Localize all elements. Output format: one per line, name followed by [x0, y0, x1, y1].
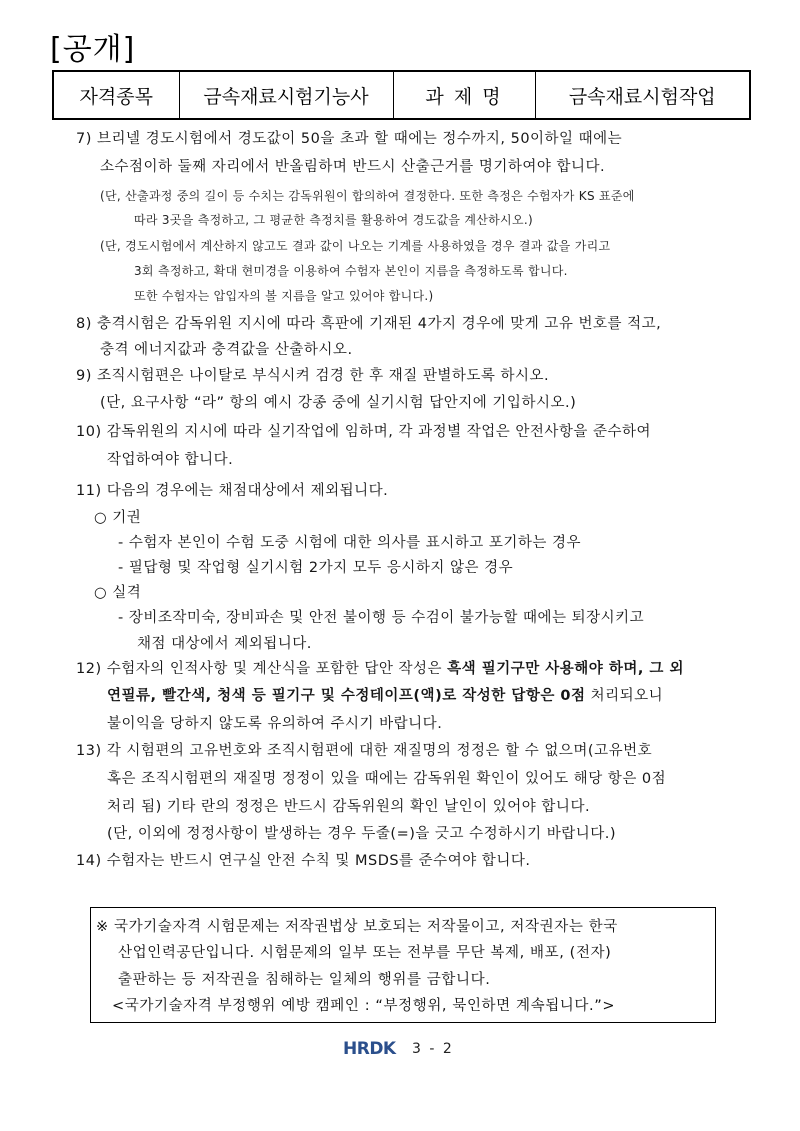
public-label: [공개]	[50, 32, 136, 67]
field-value: 금속재료시험기능사	[179, 71, 393, 119]
item12-line2-bold: 연필류, 빨간색, 청색 등 필기구 및 수정테이프(액)로 작성한 답항은 0점	[107, 688, 586, 704]
task-value: 금속재료시험작업	[535, 71, 750, 119]
item11-disqualify-a: - 장비조작미숙, 장비파손 및 안전 불이행 등 수검이 불가능할 때에는 퇴장시키고	[118, 610, 645, 626]
item12-line3: 불이익을 당하지 않도록 유의하여 주시기 바랍니다.	[107, 716, 443, 732]
item12-line1	[76, 659, 684, 679]
notice-line3: 출판하는 등 저작권을 침해하는 일체의 행위를 금합니다.	[118, 972, 491, 988]
item10-line1: 10) 감독위원의 지시에 따라 실기작업에 임하며, 각 과정별 작업은 안전사항을 준수하여	[76, 424, 652, 440]
item14-line1: 14) 수험자는 반드시 연구실 안전 수칙 및 MSDS를 준수여야 합니다.	[76, 853, 531, 869]
item8-line2: 충격 에너지값과 충격값을 산출하시오.	[100, 342, 353, 358]
notice-line1: ※ 국가기술자격 시험문제는 저작권법상 보호되는 저작물이고, 저작권자는 한국	[96, 919, 618, 935]
item12-line2-plain: 처리되오니	[585, 688, 664, 704]
page-number: 3 - 2	[412, 1041, 454, 1057]
item8-line1: 8) 충격시험은 감독위원 지시에 따라 흑판에 기재된 4가지 경우에 맞게 고유 번호를 적고,	[76, 316, 662, 332]
item9-line2: (단, 요구사항 “라” 항의 예시 강종 중에 실기시험 답안지에 기입하시오.)	[100, 395, 577, 411]
item13-line2: 혹은 조직시험편의 재질명 정정이 있을 때에는 감독위원 확인이 있어도 해당 항은 0점	[107, 771, 667, 787]
item12-line2	[107, 686, 663, 706]
item11-group-disqualify: ○ 실격	[94, 585, 142, 601]
item7-line1: 7) 브리넬 경도시험에서 경도값이 50을 초과 할 때에는 정수까지, 50이하일 때에는	[76, 131, 623, 147]
task-label: 과 제 명	[393, 71, 535, 119]
item9-line1: 9) 조직시험편은 나이탈로 부식시켜 검경 한 후 재질 판별하도록 하시오.	[76, 368, 550, 384]
notice-line2: 산업인력공단입니다. 시험문제의 일부 또는 전부를 무단 복제, 배포, (전자)	[118, 945, 612, 961]
item11-disqualify-b: 채점 대상에서 제외됩니다.	[137, 636, 312, 652]
item7-note5: 또한 수험자는 압입자의 볼 지름을 알고 있어야 합니다.)	[134, 289, 434, 303]
item13-line4: (단, 이외에 정정사항이 발생하는 경우 두줄(=)을 긋고 수정하시기 바랍니다.)	[107, 826, 617, 842]
item10-line2: 작업하여야 합니다.	[107, 452, 234, 468]
item11-group-withdraw: ○ 기권	[94, 510, 142, 526]
item7-note2: 따라 3곳을 측정하고, 그 평균한 측정치를 활용하여 경도값을 계산하시오.)	[134, 213, 533, 227]
notice-line4: <국가기술자격 부정행위 예방 캠페인 : “부정행위, 묵인하면 계속됩니다.”>	[112, 998, 616, 1014]
item13-line3: 처리 됨) 기타 란의 정정은 반드시 감독위원의 확인 날인이 있어야 합니다.	[107, 799, 591, 815]
hrdk-logo: HRDK	[343, 1039, 396, 1059]
item11-withdraw-b: - 필답형 및 작업형 실기시험 2가지 모두 응시하지 않은 경우	[118, 560, 514, 576]
item7-note4: 3회 측정하고, 확대 현미경을 이용하여 수험자 본인이 지름을 측정하도록 합니다.	[134, 264, 568, 278]
item7-note1: (단, 산출과정 중의 길이 등 수치는 감독위원이 합의하여 결정한다. 또한 측정은 수험자가 KS 표준에	[100, 189, 635, 203]
item7-note3: (단, 경도시험에서 계산하지 않고도 결과 값이 나오는 기계를 사용하였을 경우 결과 값을 가리고	[100, 239, 611, 253]
item11-withdraw-a: - 수험자 본인이 수험 도중 시험에 대한 의사를 표시하고 포기하는 경우	[118, 535, 582, 551]
item12-line1-plain: 12) 수험자의 인적사항 및 계산식을 포함한 답안 작성은	[76, 661, 448, 677]
item13-line1: 13) 각 시험편의 고유번호와 조직시험편에 대한 재질명의 정정은 할 수 없으며(고유번호	[76, 743, 653, 759]
item7-line2: 소수점이하 둘째 자리에서 반올림하며 반드시 산출근거를 명기하여야 합니다.	[100, 159, 606, 175]
field-label: 자격종목	[53, 71, 179, 119]
item12-line1-bold: 흑색 필기구만 사용해야 하며, 그 외	[447, 661, 684, 677]
item11-line1: 11) 다음의 경우에는 채점대상에서 제외됩니다.	[76, 483, 389, 499]
